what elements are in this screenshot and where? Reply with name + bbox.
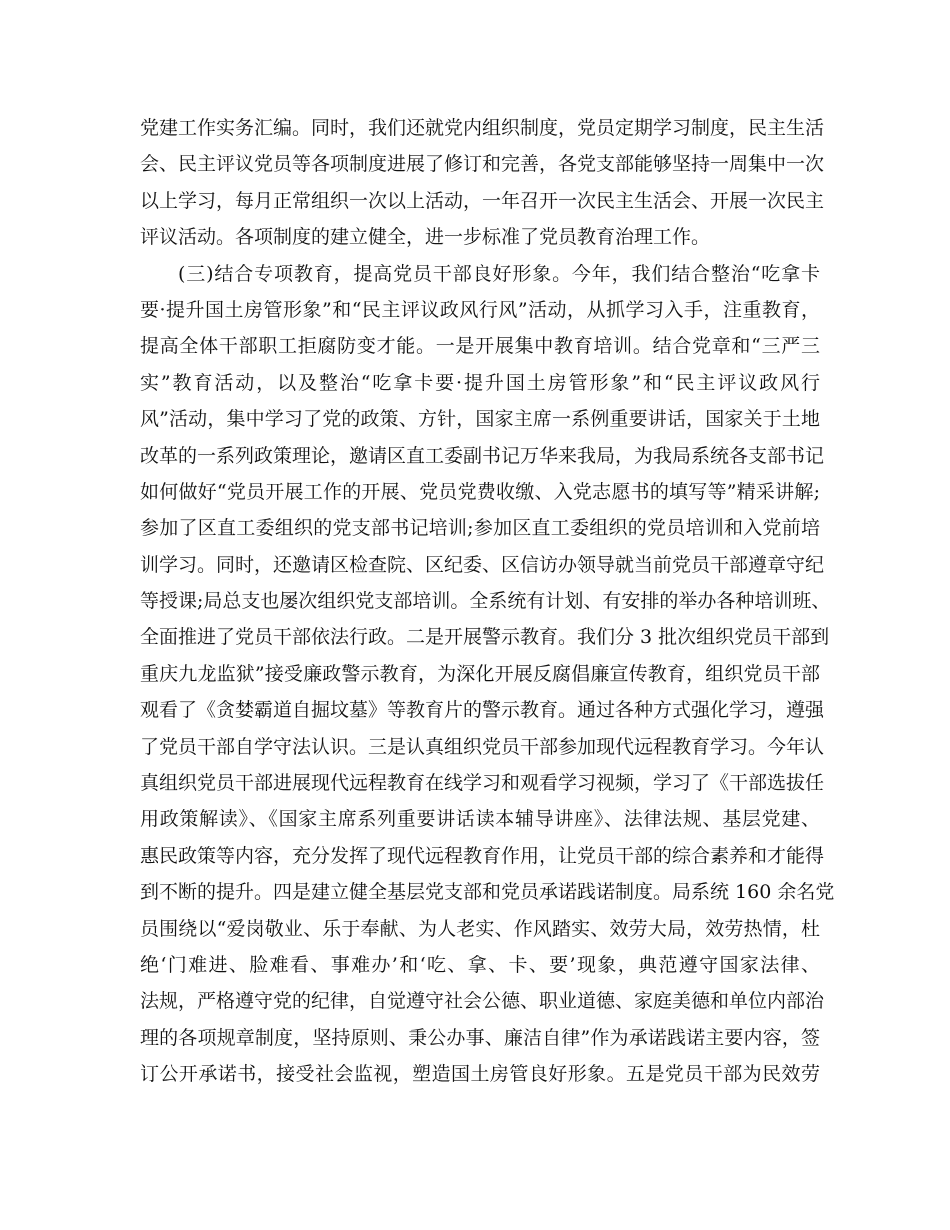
text-line (140, 292, 820, 328)
text-line-content: 理的各项规章制度，坚持原则、秉公办事、廉洁自律”作为承诺践诺主要内容，签 (140, 1026, 820, 1049)
text-line-content: 法规，严格遵守党的纪律，自觉遵守社会公德、职业道德、家庭美德和单位内部治 (140, 990, 825, 1013)
text-line-content: 全面推进了党员干部依法行政。二是开展警示教育。我们分 3 批次组织党员干部到 (140, 626, 830, 649)
text-line (140, 183, 825, 219)
document-body (140, 110, 835, 1093)
text-line (140, 438, 825, 474)
text-line (140, 729, 825, 765)
paragraph-first-line (140, 256, 820, 292)
text-line (140, 510, 820, 546)
text-line (140, 765, 825, 801)
text-line-content: 评议活动。各项制度的建立健全，进一步标准了党员教育治理工作。 (140, 226, 711, 249)
text-line (140, 838, 825, 874)
text-line (140, 365, 820, 401)
text-line-content: 训学习。同时，还邀请区检查院、区纪委、区信访办领导就当前党员干部遵章守纪 (140, 553, 825, 576)
text-line (140, 801, 820, 837)
text-line-content: 以上学习，每月正常组织一次以上活动，一年召开一次民主生活会、开展一次民主 (140, 189, 825, 212)
text-line (140, 328, 820, 364)
text-line-content: 观看了《贪婪霸道自掘坟墓》等教育片的警示教育。通过各种方式强化学习，遵强 (140, 699, 825, 722)
text-line-content: 惠民政策等内容，充分发挥了现代远程教育作用，让党员干部的综合素养和才能得 (140, 844, 825, 867)
text-line (140, 983, 825, 1019)
text-line-content: 到不断的提升。四是建立健全基层党支部和党员承诺践诺制度。局系统 160 余名党 (140, 881, 835, 904)
text-line (140, 547, 825, 583)
text-line-content: 员围绕以“爱岗敬业、乐于奉献、为人老实、作风踏实、效劳大局，效劳热情，杜 (140, 917, 820, 940)
text-line-content: 绝‘门难进、脸难看、事难办’和‘吃、拿、卡、要’现象，典范遵守国家法律、 (140, 953, 820, 976)
text-line (140, 583, 831, 619)
text-line-content: 风”活动，集中学习了党的政策、方针，国家主席一系例重要讲话，国家关于土地 (140, 408, 820, 431)
text-line (140, 110, 825, 146)
text-line (140, 219, 820, 255)
text-line-content: (三)结合专项教育，提高党员干部良好形象。今年，我们结合整治“吃拿卡 (178, 262, 820, 285)
text-line (140, 874, 835, 910)
text-line-content: 了党员干部自学守法认识。三是认真组织党员干部参加现代远程教育学习。今年认 (140, 735, 825, 758)
text-line-content: 参加了区直工委组织的党支部书记培训;参加区直工委组织的党员培训和入党前培 (140, 517, 820, 540)
text-line (140, 146, 825, 182)
text-line (140, 656, 820, 692)
text-line-content: 党建工作实务汇编。同时，我们还就党内组织制度，党员定期学习制度，民主生活 (140, 117, 825, 139)
text-line-content: 提高全体干部职工拒腐防变才能。一是开展集中教育培训。结合党章和“三严三 (140, 335, 820, 358)
text-line (140, 947, 820, 983)
text-line-content: 会、民主评议党员等各项制度进展了修订和完善，各党支部能够坚持一周集中一次 (140, 153, 825, 176)
text-line-content: 订公开承诺书，接受社会监视，塑造国土房管良好形象。五是党员干部为民效劳 (140, 1063, 820, 1086)
text-line (140, 619, 830, 655)
text-line (140, 1056, 820, 1092)
text-line (140, 692, 825, 728)
text-line (140, 474, 820, 510)
text-line-content: 用政策解读》、《国家主席系列重要讲话读本辅导讲座》、法律法规、基层党建、 (140, 808, 820, 831)
text-line-content: 等授课;局总支也屡次组织党支部培训。全系统有计划、有安排的举办各种培训班、 (140, 590, 831, 613)
text-line-content: 重庆九龙监狱”接受廉政警示教育，为深化开展反腐倡廉宣传教育，组织党员干部 (140, 662, 820, 685)
text-line (140, 911, 820, 947)
text-line-content: 要·提升国土房管形象”和“民主评议政风行风”活动，从抓学习入手，注重教育， (140, 298, 820, 321)
text-line-content: 改革的一系列政策理论，邀请区直工委副书记万华来我局，为我局系统各支部书记 (140, 444, 825, 467)
text-line-content: 实”教育活动，以及整治“吃拿卡要·提升国土房管形象”和“民主评议政风行 (140, 371, 820, 394)
text-line-content: 如何做好“党员开展工作的开展、党员党费收缴、入党志愿书的填写等”精采讲解; (140, 480, 820, 503)
text-line (140, 401, 820, 437)
text-line (140, 1020, 820, 1056)
text-line-content: 真组织党员干部进展现代远程教育在线学习和观看学习视频，学习了《干部选拔任 (140, 772, 825, 795)
